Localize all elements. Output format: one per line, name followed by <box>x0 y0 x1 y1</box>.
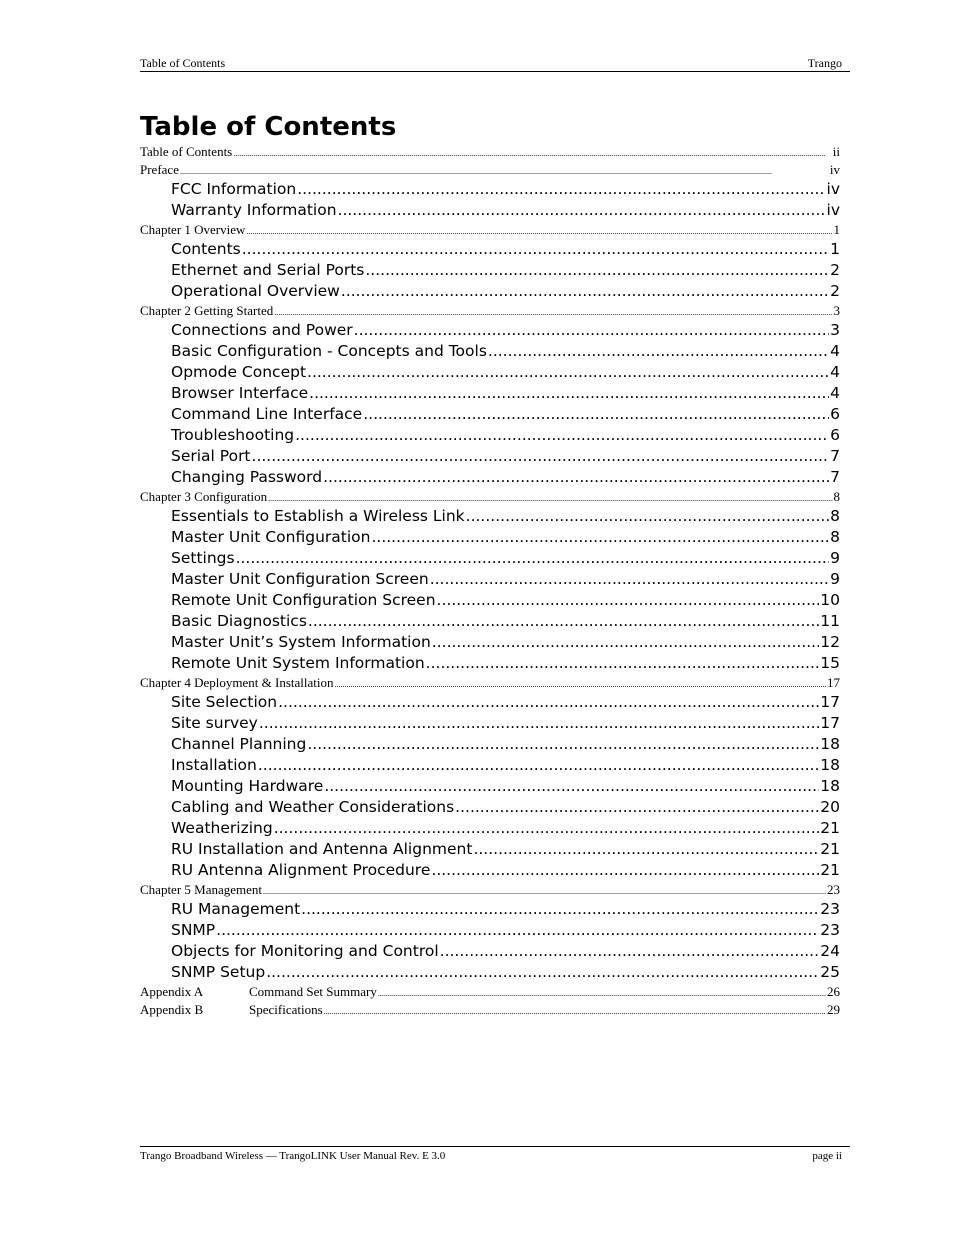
toc-entry-label: Chapter 4 Deployment & Installation <box>140 675 334 690</box>
toc-entry-label: Command Line Interface <box>171 405 363 423</box>
toc-appendix-number: Appendix A <box>140 984 204 999</box>
toc-entry-label: Operational Overview <box>171 282 340 300</box>
toc-dot-leader <box>295 425 829 446</box>
toc-appendix-title: Command Set Summary <box>249 984 377 999</box>
toc-page-number: 17 <box>827 675 840 690</box>
toc-entry[interactable] <box>140 200 840 221</box>
toc-entry[interactable] <box>140 143 840 161</box>
toc-entry-label: Essentials to Establish a Wireless Link <box>171 507 465 525</box>
toc-entry-label: Chapter 3 Configuration <box>140 489 268 504</box>
toc-entry[interactable] <box>140 590 840 611</box>
toc-entry[interactable] <box>140 446 840 467</box>
toc-page-number: 17 <box>820 714 840 732</box>
toc-dot-leader <box>274 304 832 320</box>
toc-entry-label: Basic Diagnostics <box>171 612 307 630</box>
toc-dot-leader <box>324 1003 826 1019</box>
toc-entry-label: Chapter 1 Overview <box>140 222 246 237</box>
footer-page-number: page ii <box>812 1150 842 1162</box>
toc-page-number: iv <box>826 180 840 198</box>
toc-page-number: 29 <box>827 1002 840 1017</box>
toc-entry-label: Cabling and Weather Considerations <box>171 798 455 816</box>
toc-dot-leader <box>455 797 819 818</box>
toc-entry[interactable] <box>140 776 840 797</box>
toc-entry-label: RU Management <box>171 900 301 918</box>
toc-appendix-title: Specifications <box>249 1002 323 1017</box>
toc-dot-leader <box>297 179 825 200</box>
toc-entry-label: RU Installation and Antenna Alignment <box>171 840 473 858</box>
toc-dot-leader <box>236 548 830 569</box>
toc-entry-label: Table of Contents <box>140 144 233 159</box>
toc-page-number: 4 <box>830 342 840 360</box>
toc-entry-label: Master Unit Configuration Screen <box>171 570 429 588</box>
toc-page-number: 7 <box>830 447 840 465</box>
toc-dot-leader <box>301 899 819 920</box>
toc-entry-label: Master Unit’s System Information <box>171 633 431 651</box>
toc-page-number: 23 <box>820 921 840 939</box>
toc-entry[interactable] <box>140 920 840 941</box>
toc-dot-leader <box>180 163 829 179</box>
toc-entry-label: SNMP <box>171 921 216 939</box>
toc-page-number: ii <box>832 144 840 159</box>
header-left-text: Table of Contents <box>140 56 226 70</box>
toc-page-number: 26 <box>827 984 840 999</box>
toc-dot-leader <box>335 676 826 692</box>
toc-entry[interactable] <box>140 527 840 548</box>
toc-entry[interactable] <box>140 899 840 920</box>
toc-dot-leader <box>278 692 819 713</box>
toc-dot-leader <box>440 941 820 962</box>
toc-entry-label: Serial Port <box>171 447 251 465</box>
toc-entry-label: Contents <box>171 240 241 258</box>
toc-entry[interactable] <box>140 1001 840 1019</box>
toc-page-number: 18 <box>820 756 840 774</box>
table-of-contents <box>140 143 840 1019</box>
toc-dot-leader <box>242 239 829 260</box>
toc-page-number: 8 <box>830 507 840 525</box>
toc-dot-leader <box>363 404 829 425</box>
toc-entry-label: Warranty Information <box>171 201 337 219</box>
toc-entry-label <box>140 983 377 1001</box>
toc-entry[interactable] <box>140 713 840 734</box>
toc-entry[interactable] <box>140 983 840 1001</box>
toc-dot-leader <box>263 883 826 899</box>
toc-entry[interactable] <box>140 962 840 983</box>
toc-page-number: 23 <box>827 882 840 897</box>
toc-entry-label: Basic Configuration - Concepts and Tools <box>171 342 487 360</box>
toc-dot-leader <box>354 320 829 341</box>
toc-entry-label: Site survey <box>171 714 258 732</box>
toc-dot-leader <box>473 839 819 860</box>
toc-page-number: 8 <box>830 528 840 546</box>
toc-page-number: 21 <box>820 840 840 858</box>
toc-dot-leader <box>268 490 832 506</box>
toc-page-number: 4 <box>830 384 840 402</box>
toc-dot-leader <box>258 755 819 776</box>
toc-entry-label: Remote Unit Configuration Screen <box>171 591 436 609</box>
toc-entry[interactable] <box>140 839 840 860</box>
toc-dot-leader <box>341 281 829 302</box>
toc-entry[interactable] <box>140 755 840 776</box>
toc-dot-leader <box>274 818 820 839</box>
toc-dot-leader <box>309 383 829 404</box>
toc-page-number: 11 <box>820 612 840 630</box>
toc-page-number: 2 <box>830 261 840 279</box>
toc-page-number: 21 <box>820 819 840 837</box>
toc-entry-label: Chapter 2 Getting Started <box>140 303 274 318</box>
toc-page-number: 24 <box>820 942 840 960</box>
toc-entry[interactable] <box>140 404 840 425</box>
toc-dot-leader <box>466 506 829 527</box>
toc-entry-label: Remote Unit System Information <box>171 654 425 672</box>
toc-entry[interactable] <box>140 260 840 281</box>
toc-entry[interactable] <box>140 818 840 839</box>
toc-dot-leader <box>259 713 819 734</box>
toc-page-number: iv <box>826 201 840 219</box>
toc-dot-leader <box>378 985 826 1001</box>
toc-dot-leader <box>324 776 819 797</box>
toc-entry-label: Troubleshooting <box>171 426 295 444</box>
footer-left-text: Trango Broadband Wireless — TrangoLINK User Manual Rev. E 3.0 <box>140 1150 446 1162</box>
toc-page-number: 25 <box>820 963 840 981</box>
toc-entry[interactable] <box>140 797 840 818</box>
toc-dot-leader <box>252 446 830 467</box>
toc-entry[interactable] <box>140 506 840 527</box>
toc-dot-leader <box>246 223 832 239</box>
toc-page-number: 6 <box>830 426 840 444</box>
toc-page-number: 3 <box>833 303 840 318</box>
toc-dot-leader <box>308 611 819 632</box>
toc-entry-label: RU Antenna Alignment Procedure <box>171 861 431 879</box>
toc-entry[interactable] <box>140 611 840 632</box>
toc-dot-leader <box>365 260 829 281</box>
toc-entry[interactable] <box>140 881 840 899</box>
toc-entry-label: Connections and Power <box>171 321 353 339</box>
toc-entry[interactable] <box>140 548 840 569</box>
toc-entry-label: Changing Password <box>171 468 323 486</box>
toc-page-number: 9 <box>830 549 840 567</box>
toc-entry-label: Mounting Hardware <box>171 777 324 795</box>
toc-dot-leader <box>426 653 820 674</box>
toc-entry[interactable] <box>140 161 840 179</box>
running-header <box>140 56 850 72</box>
toc-entry[interactable] <box>140 467 840 488</box>
toc-entry[interactable] <box>140 239 840 260</box>
toc-dot-leader <box>307 362 829 383</box>
toc-entry-label: Master Unit Configuration <box>171 528 371 546</box>
header-right-text: Trango <box>807 56 842 70</box>
toc-page-number: iv <box>829 162 840 177</box>
toc-dot-leader <box>323 467 829 488</box>
page-title: Table of Contents <box>140 112 397 142</box>
toc-page-number: 23 <box>820 900 840 918</box>
toc-page-number: 6 <box>830 405 840 423</box>
toc-entry-label: SNMP Setup <box>171 963 266 981</box>
toc-entry[interactable] <box>140 383 840 404</box>
toc-entry[interactable] <box>140 320 840 341</box>
toc-dot-leader <box>338 200 826 221</box>
toc-dot-leader <box>431 860 819 881</box>
toc-entry-label: Weatherizing <box>171 819 273 837</box>
toc-entry-label: Settings <box>171 549 235 567</box>
toc-page-number: 1 <box>833 222 840 237</box>
toc-page-number: 10 <box>820 591 840 609</box>
toc-entry-label: Preface <box>140 162 179 177</box>
toc-page-number: 1 <box>830 240 840 258</box>
toc-entry[interactable] <box>140 281 840 302</box>
toc-entry[interactable] <box>140 362 840 383</box>
toc-entry-label: Ethernet and Serial Ports <box>171 261 365 279</box>
toc-page-number: 8 <box>833 489 840 504</box>
toc-entry[interactable] <box>140 569 840 590</box>
toc-entry[interactable] <box>140 674 840 692</box>
toc-entry[interactable] <box>140 425 840 446</box>
toc-dot-leader <box>437 590 820 611</box>
toc-entry[interactable] <box>140 488 840 506</box>
toc-entry-label: Chapter 5 Management <box>140 882 263 897</box>
toc-entry[interactable] <box>140 302 840 320</box>
toc-entry[interactable] <box>140 632 840 653</box>
toc-dot-leader <box>430 569 829 590</box>
toc-page-number: 21 <box>820 861 840 879</box>
toc-entry[interactable] <box>140 692 840 713</box>
toc-page-number: 7 <box>830 468 840 486</box>
toc-entry[interactable] <box>140 941 840 962</box>
toc-page-number: 4 <box>830 363 840 381</box>
toc-entry-label: Installation <box>171 756 257 774</box>
toc-page-number: 12 <box>820 633 840 651</box>
toc-appendix-number: Appendix B <box>140 1002 204 1017</box>
toc-entry[interactable] <box>140 653 840 674</box>
toc-entry[interactable] <box>140 179 840 200</box>
toc-page-number: 9 <box>830 570 840 588</box>
toc-page-number: 2 <box>830 282 840 300</box>
toc-dot-leader <box>488 341 829 362</box>
toc-entry-label: Objects for Monitoring and Control <box>171 942 439 960</box>
running-footer <box>140 1146 850 1162</box>
toc-entry-label: Opmode Concept <box>171 363 307 381</box>
toc-dot-leader <box>432 632 819 653</box>
toc-entry[interactable] <box>140 860 840 881</box>
toc-entry-label: Site Selection <box>171 693 278 711</box>
toc-page-number: 17 <box>820 693 840 711</box>
toc-entry-label <box>140 1001 323 1019</box>
toc-entry-label: Channel Planning <box>171 735 307 753</box>
toc-entry[interactable] <box>140 221 840 239</box>
toc-dot-leader <box>371 527 829 548</box>
toc-entry[interactable] <box>140 734 840 755</box>
toc-dot-leader <box>233 145 832 161</box>
toc-entry-label: FCC Information <box>171 180 297 198</box>
toc-entry-label: Browser Interface <box>171 384 309 402</box>
toc-page-number: 20 <box>820 798 840 816</box>
toc-page-number: 3 <box>830 321 840 339</box>
toc-dot-leader <box>266 962 819 983</box>
toc-dot-leader <box>216 920 819 941</box>
toc-page-number: 18 <box>820 735 840 753</box>
toc-page-number: 18 <box>820 777 840 795</box>
toc-dot-leader <box>307 734 819 755</box>
toc-entry[interactable] <box>140 341 840 362</box>
toc-page-number: 15 <box>820 654 840 672</box>
